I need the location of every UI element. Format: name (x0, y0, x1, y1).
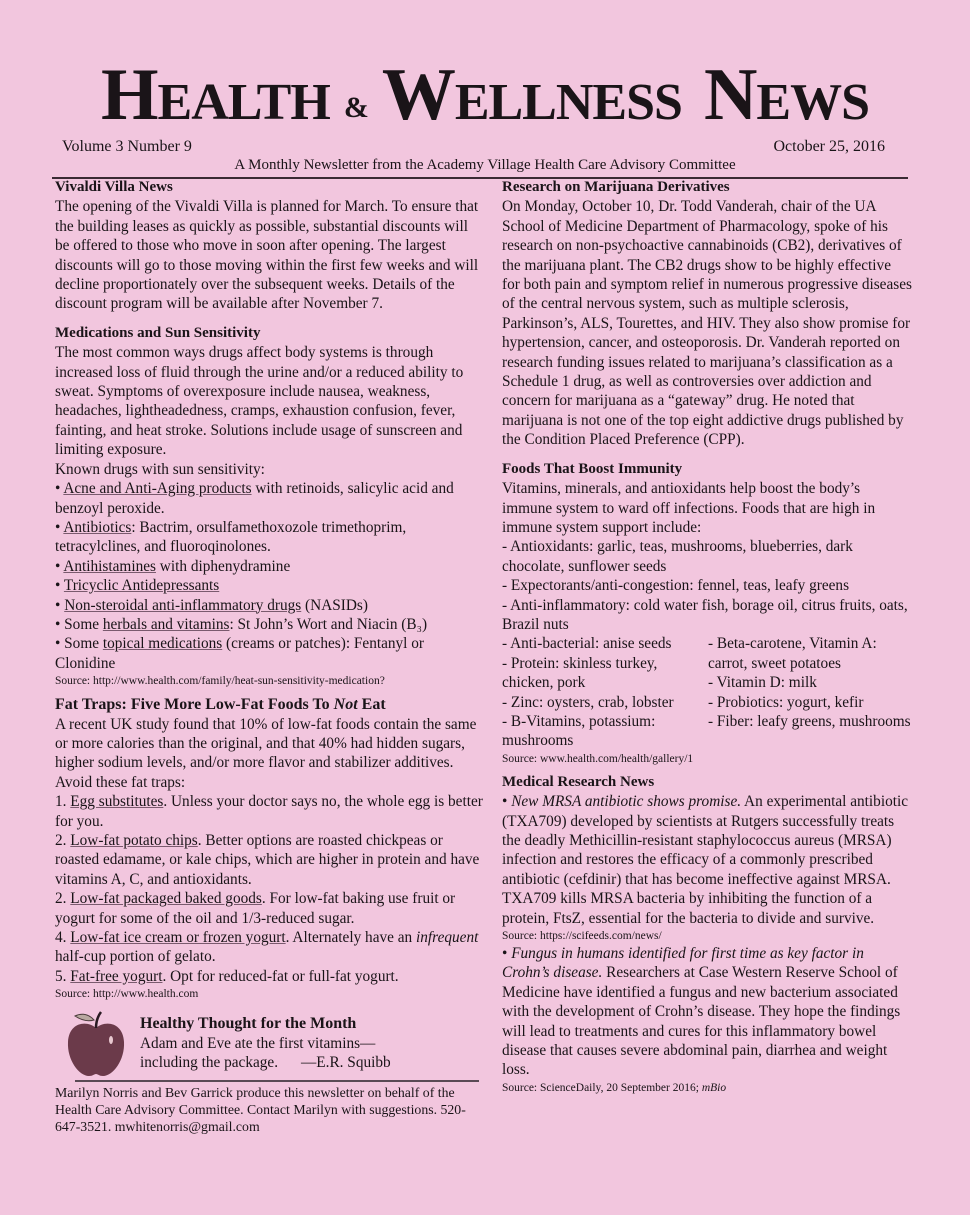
foods-immunity-section (502, 460, 912, 767)
divider (75, 1080, 479, 1082)
list-item: - Beta-carotene, Vitamin A: carrot, sweet potatoes (708, 635, 877, 672)
section-body: The opening of the Vivaldi Villa is planned for March. To ensure that the building leases as quickly as possible, substantial discounts will be offered to those who move in soon after opening. The largest discounts will go to those moving within the first few weeks and will decline proportionately over the subsequent weeks. Details of the discount program will be available after November 7. (55, 198, 479, 313)
thought-quote: Adam and Eve ate the first vitamins— (140, 1034, 376, 1052)
section-body: The most common ways drugs affect body systems is through increased loss of fluid through the urine and/or a reduced ability to sweat. Symptoms of overexposure include nausea, weakness, headaches, lightheadedness, cramps, exhaustion confusion, fever, fainting, and heat stroke. Solutions include usage of sunscreen and limiting exposure. (55, 344, 464, 459)
link[interactable]: Low-fat ice cream or frozen yogurt (70, 929, 286, 947)
list-item: - Vitamin D: milk (708, 674, 817, 692)
fat-traps-section (55, 695, 485, 1002)
list-item: - Expectorants/anti-congestion: fennel, teas, leafy greens (502, 577, 850, 595)
list-item: 5. Fat-free yogurt. Opt for reduced-fat or full-fat yogurt. (55, 967, 399, 985)
thought-quote: including the package. —E.R. Squibb (140, 1054, 391, 1072)
list-item: - Protein: skinless turkey, chicken, pork (502, 654, 658, 692)
source-citation: Source: http://www.health.com (55, 988, 199, 1001)
list-item: - Anti-inflammatory: cold water fish, borage oil, citrus fruits, oats, Brazil nuts (502, 596, 908, 633)
link[interactable]: Antihistamines (63, 557, 156, 575)
medical-research-section (502, 773, 912, 1096)
vivaldi-villa-section (55, 178, 485, 314)
list-item: - Zinc: oysters, crab, lobster (502, 693, 674, 711)
list-intro: Known drugs with sun sensitivity: (55, 460, 265, 478)
source-citation: Source: http://www.health.com/family/heat-sun-sensitivity-medication? (55, 675, 385, 688)
healthy-thought (55, 1006, 485, 1078)
newsletter-credits: Marilyn Norris and Bev Garrick produce this newsletter on behalf of the Health Care Advisory Committee. Contact Marilyn with suggestions. 520-647-3521. mwhitenorris@gmail.com (55, 1085, 466, 1135)
medications-section (55, 324, 485, 689)
link[interactable]: topical medications (102, 635, 223, 653)
news-item: • Fungus in humans identified for first time as key factor in Crohn’s disease. Researchers at Case Western Reserve School of Medicine have identified a fungus and new bacterium associated with the development of Crohn’s disease. They hope the findings will lead to treatments and cures for this inflammatory bowel disease that causes severe abdominal pain, diarrhea and weight loss. (502, 945, 901, 1079)
link[interactable]: Tricyclic Antidepressants (63, 577, 220, 595)
source-citation: Source: www.health.com/health/gallery/1 (502, 752, 694, 765)
section-body: A recent UK study found that 10% of low-fat foods contain the same or more calories than the original, and that 40% had hidden sugars, higher sodium levels, and/or more flavor and stabilizer additives. Avoid these fat traps: (55, 715, 477, 791)
list-item: 4. Low-fat ice cream or frozen yogurt. Alternately have an infrequent half-cup portion of gelato. (55, 929, 479, 966)
list-item: • Antihistamines with diphenydramine (55, 557, 291, 575)
link[interactable]: Egg substitutes (70, 793, 164, 811)
source-citation: Source: ScienceDaily, 20 September 2016; mBio (502, 1081, 727, 1094)
section-body: On Monday, October 10, Dr. Todd Vanderah, chair of the UA School of Medicine Department of Pharmacology, spoke of his research on non-psychoactive cannabinoids (CB2), derivatives of the marijuana plant. The CB2 drugs show to be highly effective for both pain and symptom relief in numerous progressive diseases of the central nervous system, such as multiple sclerosis, Parkinson’s, ALS, Tourettes, and HIV. They also show promise for hypertension, cancer, and osteoporosis. Dr. Vanderah reported on research funding issues related to marijuana’s classification as a Schedule 1 drug, as well as controversies over addiction and concern for marijuana as a “gateway” drug. He noted that marijuana is not one of the top eight addictive drugs published by the Condition Placed Preference (CPP). (502, 198, 912, 449)
list-item: - B-Vitamins, potassium: mushrooms (502, 712, 656, 750)
section-title: Medications and Sun Sensitivity (55, 324, 261, 341)
list-item: • Non-steroidal anti-inflammatory drugs (NASIDs) (55, 596, 368, 614)
list-item: • Tricyclic Antidepressants (55, 577, 220, 595)
food-list-grid (502, 634, 912, 750)
list-item: • Antibiotics: Bactrim, orsulfamethoxozole trimethoprim, tetracylclines, and fluoroqinolones. (55, 518, 407, 556)
list-item: - Anti-bacterial: anise seeds (502, 635, 672, 653)
tagline: A Monthly Newsletter from the Academy Village Health Care Advisory Committee (234, 157, 736, 173)
section-title: Foods That Boost Immunity (502, 460, 683, 477)
list-item: 1. Egg substitutes. Unless your doctor says no, the whole egg is better for you. (55, 793, 483, 830)
link[interactable]: Antibiotics (63, 518, 132, 536)
left-column (55, 178, 485, 1135)
link[interactable]: Acne and Anti-Aging products (63, 480, 252, 498)
volume-number: Volume 3 Number 9 (62, 138, 192, 155)
link[interactable]: Low-fat potato chips (70, 832, 198, 849)
source-citation: Source: https://scifeeds.com/news/ (502, 930, 662, 943)
list-item: - Probiotics: yogurt, kefir (708, 693, 864, 711)
list-item: • Some herbals and vitamins: St John’s Wort and Niacin (B₃) (55, 615, 428, 633)
newsletter-title: HEALTH & WELLNESS NEWS (100, 54, 870, 136)
list-item: • Acne and Anti-Aging products with retinoids, salicylic acid and benzoyl peroxide. (55, 480, 454, 517)
section-title: Medical Research News (502, 773, 655, 790)
list-item: - Fiber: leafy greens, mushrooms (708, 712, 911, 730)
link[interactable]: Low-fat packaged baked goods (70, 890, 262, 908)
link[interactable]: Non-steroidal anti-inflammatory drugs (64, 596, 302, 614)
list-item: 2. Low-fat packaged baked goods. For low-fat baking use fruit or yogurt for some of the oil and 1/3-reduced sugar. (55, 890, 456, 927)
list-item: 2. Low-fat potato chips. Better options are roasted chickpeas or roasted edamame, or kale chips, which are higher in protein and have vitamins A, C, and antioxidants. (55, 832, 480, 888)
section-body: Vitamins, minerals, and antioxidants help boost the body’s immune system to ward off infections. Foods that are high in immune system support include: (502, 480, 876, 536)
list-item: • Some topical medications (creams or patches): Fentanyl or Clonidine (55, 635, 424, 672)
section-title: Vivaldi Villa News (55, 179, 173, 195)
marijuana-research-section (502, 178, 912, 450)
issue-date: October 25, 2016 (773, 138, 885, 155)
apple-icon (65, 1010, 127, 1078)
section-title: Research on Marijuana Derivatives (502, 179, 730, 195)
section-title: Fat Traps: Five More Low-Fat Foods To Not Eat (55, 696, 386, 714)
right-column (502, 178, 912, 1096)
link[interactable]: Fat-free yogurt (70, 967, 163, 985)
thought-title: Healthy Thought for the Month (140, 1015, 357, 1033)
list-item: - Antioxidants: garlic, teas, mushrooms, blueberries, dark chocolate, sunflower seeds (502, 538, 853, 575)
link[interactable]: herbals and vitamins (102, 615, 230, 633)
news-item: • New MRSA antibiotic shows promise. An experimental antibiotic (TXA709) developed by scientists at Rutgers successfully treats the deadly Methicillin-resistant staphylococcus aureus (MRSA) infection and restores the efficacy of a commonly prescribed antibiotic (cefdinir) that has become ineffective against MRSA. TXA709 kills MRSA bacteria by inhibiting the function of a protein, FtsZ, essential for the bacteria to divide and survive. (502, 793, 909, 927)
